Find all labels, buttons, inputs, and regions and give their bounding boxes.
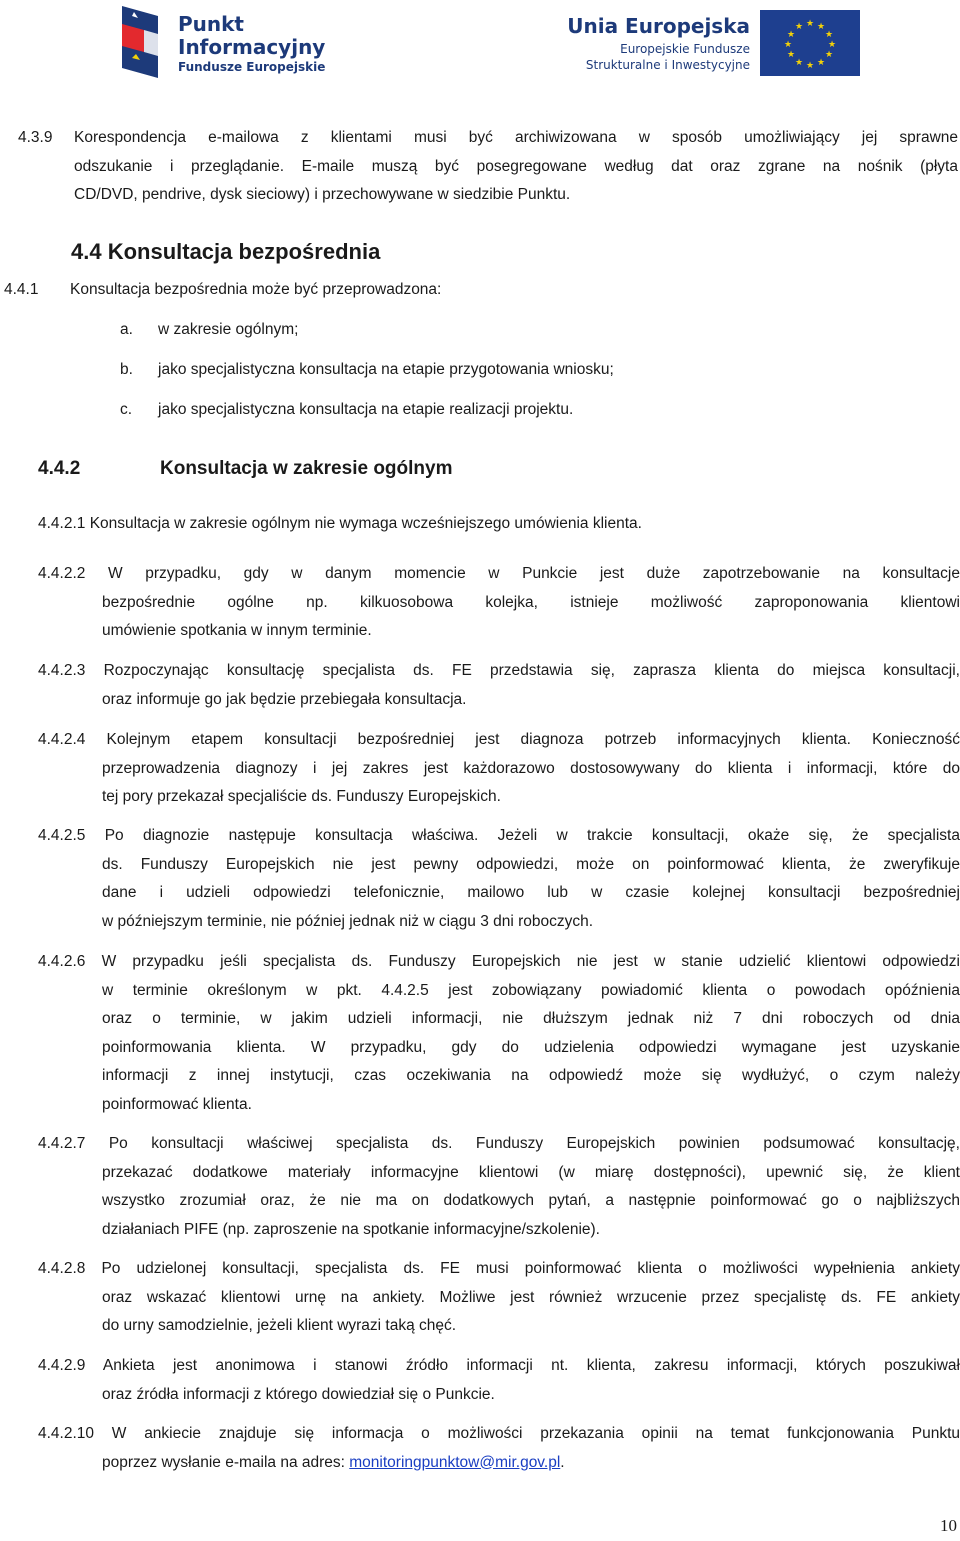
paragraph-line: 4.4.2.2 W przypadku, gdy w danym momencie w Punkcie jest duże zapotrzebowanie na konsultacje [38,565,960,582]
paragraph-line: działaniach PIFE (np. zaproszenie na spotkanie informacyjne/szkolenie). [102,1220,600,1238]
section-number: 4.3.9 [18,129,53,146]
paragraph-line: w terminie określonym w pkt. 4.4.2.5 jest zobowiązany powiadomić klienta o powodach opóźnienia [102,981,960,999]
punkt-logo-icon [118,4,176,80]
paragraph-line: wszystko zrozumiał oraz, że nie ma on dodatkowych pytań, a następnie poinformować go o najbliższych [102,1192,960,1209]
consultation-types-list [120,316,614,436]
list-item [120,356,614,396]
right-logo-line2: Europejskie Fundusze [620,42,750,56]
paragraph-line: 4.4.2.8 Po udzielonej konsultacji, specjalista ds. FE musi poinformować klienta o możliwości wypełnienia ankiety [38,1260,960,1277]
paragraph-line: umówienie spotkania w innym terminie. [102,622,372,639]
paragraph-text: Konsultacja bezpośrednia może być przeprowadzona: [70,281,442,298]
svg-text:★: ★ [827,40,837,50]
svg-text:★: ★ [816,22,826,32]
svg-text:★: ★ [786,50,796,60]
list-item-text: jako specjalistyczna konsultacja na etapie przygotowania wniosku; [158,361,614,378]
paragraph-line: przeprowadzenia diagnozy i jej zakres jest każdorazowo dostosowywany do klienta i informacji, które do [102,759,960,777]
heading-4-4: 4.4 Konsultacja bezpośrednia [71,239,381,264]
paragraph-4-4-2-3 [38,657,960,714]
svg-text:★: ★ [794,22,804,32]
svg-text:★: ★ [824,30,834,40]
paragraph-line: do urny samodzielnie, jeżeli klient wyrazi taką chęć. [102,1317,457,1334]
paragraph-4-4-2-4 [38,726,960,812]
paragraph-line: poinformowania klienta. W przypadku, gdy do udzielenia odpowiedzi wymagane jest uzyskanie [102,1038,960,1056]
right-logo-title: Unia Europejska [567,14,750,38]
page-header [0,0,960,90]
paragraph-text: poprzez wysłanie e-maila na adres: [102,1453,350,1471]
list-letter: c. [120,401,133,418]
paragraph-line: informacji z innej instytucji, czas oczekiwania na odpowiedź może się wydłużyć, o czym należy [102,1067,960,1084]
right-logo-line3: Strukturalne i Inwestycyjne [585,58,750,72]
svg-text:★: ★ [805,61,815,71]
paragraph-4-4-2-7 [38,1130,960,1244]
paragraph-line: 4.4.2.3 Rozpoczynając konsultację specjalista ds. FE przedstawia się, zaprasza klienta do miejsca konsultacji, [38,662,960,679]
paragraph-line: dane i udzieli odpowiedzi telefonicznie, mailowo lub w czasie kolejnej konsultacji bezpośredniej [102,884,960,901]
paragraph-4-4-2-8 [38,1255,960,1341]
paragraph-text: . [560,1453,565,1471]
paragraph-line: 4.4.2.4 Kolejnym etapem konsultacji bezpośredniej jest diagnoza potrzeb informacyjnych klienta. Konieczność [38,731,960,748]
unia-europejska-logo [567,8,860,80]
paragraph-4-4-2-2 [38,560,960,646]
paragraph-line: poinformować klienta. [102,1095,252,1113]
paragraph-4-4-2-10 [38,1420,960,1477]
paragraph-line: oraz o terminie, w jakim udzieli informacji, nie dłuższym jednak niż 7 dni roboczych od dnia [102,1010,960,1027]
svg-text:★: ★ [786,30,796,40]
paragraph-4-4-2-9 [38,1352,960,1409]
paragraph-4-4-2-6 [38,948,960,1119]
list-letter: b. [120,361,133,378]
heading-4-4-2 [38,455,452,484]
paragraph-line: oraz wskazać klientowi urnę na ankiety. Możliwe jest również wrzucenie przez specjalistę ds. FE ankiety [102,1288,960,1306]
email-link[interactable]: monitoringpunktow@mir.gov.pl [349,1453,561,1471]
paragraph-line: bezpośrednie ogólne np. kilkuosobowa kolejka, istnieje możliwość zaproponowania klientowi [102,593,960,611]
punkt-informacyjny-logo [118,4,326,82]
paragraph-line: 4.4.2.5 Po diagnozie następuje konsultacja właściwa. Jeżeli w trakcie konsultacji, okaże się, że specjalista [38,827,960,844]
list-item [120,396,614,436]
eu-flag-icon [760,10,860,76]
left-logo-subtitle: Informacyjny [178,35,326,59]
paragraph-line: 4.4.2.7 Po konsultacji właściwej specjalista ds. Funduszy Europejskich powinien podsumować konsultację, [38,1135,960,1152]
list-item [120,316,614,356]
paragraph-line: oraz źródła informacji z którego dowiedział się o Punkcie. [102,1385,495,1403]
paragraph-line: ds. Funduszy Europejskich nie jest pewny odpowiedzi, może on poinformować klienta, że zweryfikuje [102,855,960,873]
paragraph-line: w późniejszym terminie, nie później jednak niż w ciągu 3 dni roboczych. [102,912,594,930]
paragraph-line: odszukanie i przeglądanie. E-maile muszą być posegregowane według dat oraz zgrane na nośnik (płyta [74,157,958,175]
paragraph-4-4-2-5 [38,822,960,936]
paragraph-4-4-1 [4,276,441,305]
heading-text: Konsultacja w zakresie ogólnym [160,458,453,479]
paragraph-line [18,124,958,153]
paragraph-line [38,1449,960,1478]
paragraph-line: oraz informuje go jak będzie przebiegała konsultacja. [102,690,467,708]
section-number: 4.4.1 [4,281,39,298]
list-item-text: jako specjalistyczna konsultacja na etapie realizacji projektu. [158,401,574,418]
paragraph-line: 4.4.2.9 Ankieta jest anonimowa i stanowi źródło informacji nt. klienta, zakresu informacji, których poszukiwał [38,1357,960,1374]
paragraph-line: 4.4.2.6 W przypadku jeśli specjalista ds. Funduszy Europejskich nie jest w stanie udzielić klientowi odpowiedzi [38,953,960,970]
svg-text:★: ★ [794,58,804,68]
list-item-text: w zakresie ogólnym; [158,321,299,338]
svg-text:★: ★ [816,58,826,68]
paragraph-line: 4.4.2.1 Konsultacja w zakresie ogólnym nie wymaga wcześniejszego umówienia klienta. [38,515,642,532]
svg-text:★: ★ [824,50,834,60]
paragraph-line: 4.4.2.10 W ankiecie znajduje się informacja o możliwości przekazania opinii na temat funkcjonowania Punktu [38,1425,960,1442]
left-logo-title: Punkt [178,12,244,36]
paragraph-line: przekazać dodatkowe materiały informacyjne klientowi (w miarę dostępności), upewnić się, że klient [102,1163,960,1181]
list-letter: a. [120,321,133,338]
paragraph-line: CD/DVD, pendrive, dysk sieciowy) i przechowywane w siedzibie Punktu. [74,186,571,203]
page-number: 10 [940,1516,957,1535]
paragraph-4-4-2-1 [38,510,960,539]
left-logo-caption: Fundusze Europejskie [178,60,326,74]
paragraph-line: tej pory przekazał specjaliście ds. Funduszy Europejskich. [102,788,501,805]
heading-number: 4.4.2 [38,458,81,479]
svg-text:★: ★ [805,19,815,29]
paragraph-text: Korespondencja e-mailowa z klientami musi być archiwizowana w sposób umożliwiający jej sprawne [74,129,958,146]
paragraph-4-3-9 [18,124,958,210]
svg-text:★: ★ [783,40,793,50]
